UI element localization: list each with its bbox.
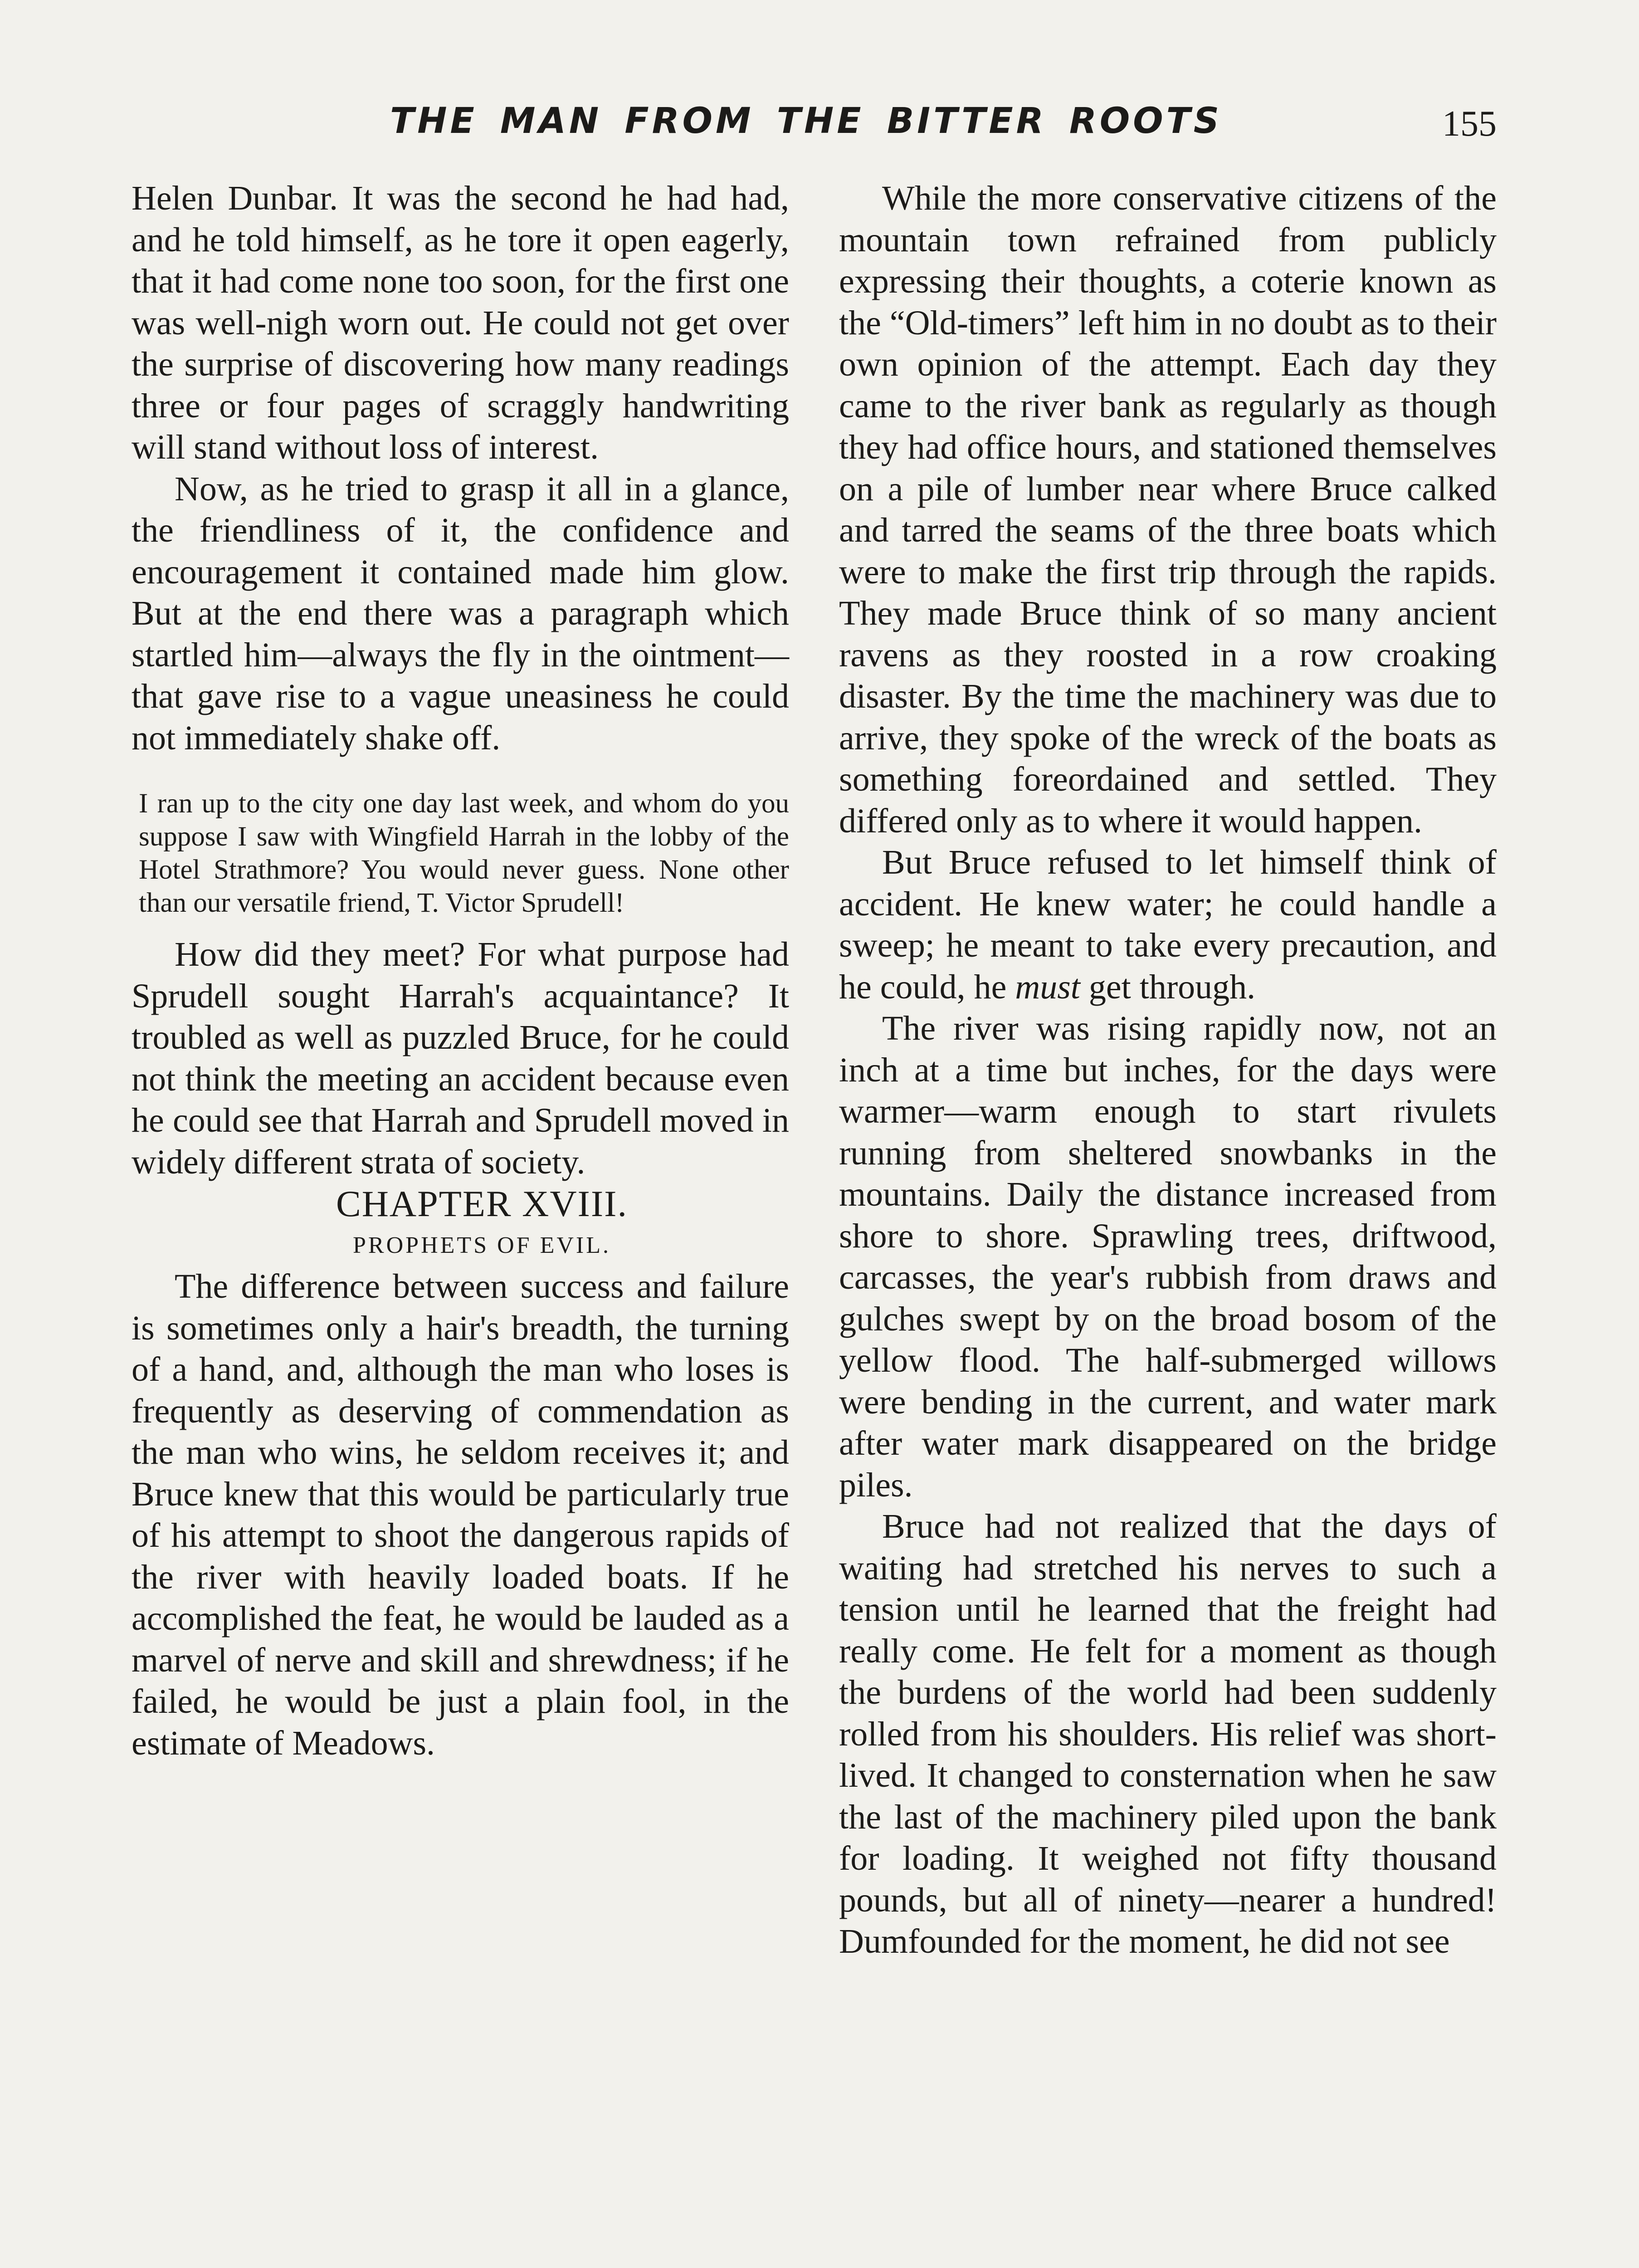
- paragraph-text: get through.: [1080, 968, 1256, 1006]
- paragraph: How did they meet? For what purpose had Sprudell sought Harrah's acquaintance? It troubled as well as puzzled Bruce, for he could not think the meeting an accident because even he could see that Harrah and Sprudell moved in widely different strata of society.: [132, 935, 789, 1181]
- chapter-subtitle: PROPHETS OF EVIL.: [353, 1232, 611, 1258]
- paragraph: The river was rising rapidly now, not an inch at a time but inches, for the days were warmer—warm enough to start rivulets running from sheltered snowbanks in the mountains. Daily the distance increased from shore to shore. Sprawling trees, driftwood, carcasses, the year's rubbish from draws and gulches swept by on the broad bosom of the yellow flood. The half-submerged willows were bending in the current, and water mark after water mark disappeared on the bridge piles.: [839, 1009, 1497, 1504]
- paragraph: The difference between success and failure is sometimes only a hair's breadth, the turning of a hand, and, although the man who loses is frequently as deserving of commendation as the man who wins, he seldom receives it; and Bruce knew that this would be particularly true of his attempt to shoot the dangerous rapids of the river with heavily loaded boats. If he accomplished the feat, he would be lauded as a marvel of nerve and skill and shrewdness; if he failed, he would be just a plain fool, in the estimate of Meadows.: [132, 1267, 789, 1762]
- left-column: [132, 178, 789, 1764]
- paragraph-text: But Bruce refused to let himself think of accident. He knew water; he could handle a sweep; he meant to take every precaution, and he could, he: [839, 843, 1497, 1006]
- page-header: [0, 101, 1639, 151]
- paragraph: [839, 842, 1497, 1008]
- chapter-heading: CHAPTER XVIII.: [336, 1183, 628, 1224]
- emphasized-word: must: [1015, 968, 1080, 1006]
- paragraph: While the more conservative citizens of the mountain town refrained from publicly expressing their thoughts, a coterie known as the “Old-timers” left him in no doubt as to their own opinion of the attempt. Each day they came to the river bank as regularly as though they had office hours, and stationed themselves on a pile of lumber near where Bruce calked and tarred the seams of the three boats which were to make the first trip through the rapids. They made Bruce think of so many ancient ravens as they roosted in a row croaking disaster. By the time the machinery was due to arrive, they spoke of the wreck of the boats as something foreordained and settled. They differed only as to where it would happen.: [839, 179, 1497, 840]
- right-column: [839, 178, 1497, 1963]
- page-number: 155: [1442, 104, 1497, 144]
- running-title: THE MAN FROM THE BITTER ROOTS: [390, 101, 1222, 142]
- letter-quote: I ran up to the city one day last week, and whom do you suppose I saw with Wingfield Harrah in the lobby of the Hotel Strathmore? You would never guess. None other than our versatile friend, T. Victor Sprudell!: [139, 788, 789, 918]
- paragraph: Helen Dunbar. It was the second he had had, and he told himself, as he tore it open eagerly, that it had come none too soon, for the first one was well-nigh worn out. He could not get over the surprise of discovering how many readings three or four pages of scraggly handwriting will stand without loss of interest.: [132, 179, 789, 466]
- paragraph: Now, as he tried to grasp it all in a glance, the friendliness of it, the confidence and encouragement it contained made him glow. But at the end there was a paragraph which startled him—always the fly in the ointment—that gave rise to a vague uneasiness he could not immediately shake off.: [132, 469, 789, 757]
- paragraph: Bruce had not realized that the days of waiting had stretched his nerves to such a tension until he learned that the freight had really come. He felt for a moment as though the burdens of the world had been suddenly rolled from his shoulders. His relief was short-lived. It changed to consternation when he saw the last of the machinery piled upon the bank for loading. It weighed not fifty thousand pounds, but all of ninety—nearer a hundred! Dumfounded for the moment, he did not see: [839, 1507, 1497, 1960]
